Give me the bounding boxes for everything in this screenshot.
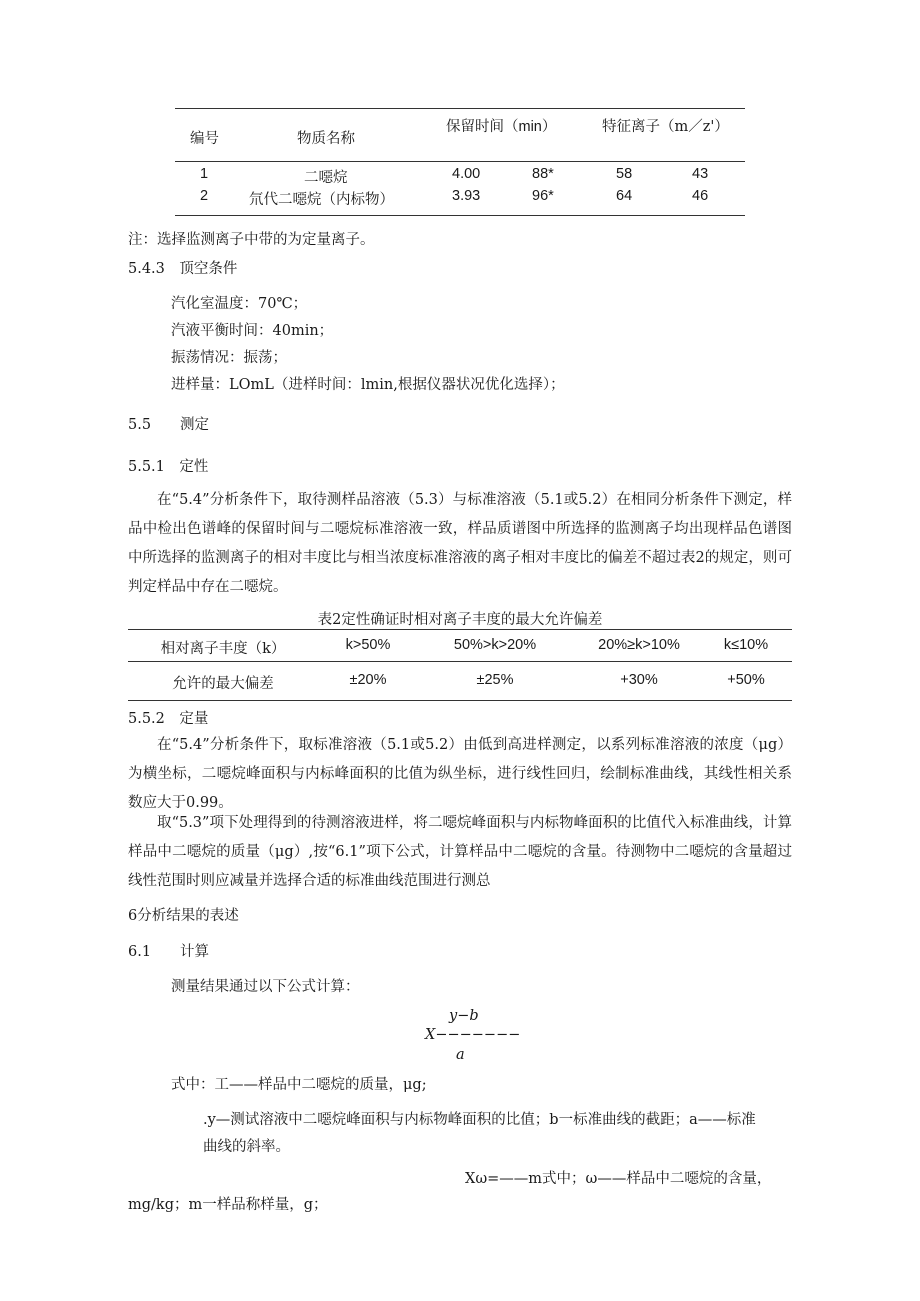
table2-cell: 50%>k>20%	[453, 637, 537, 653]
table1-cell-ion2: 64	[616, 188, 633, 204]
table2-mid-rule	[128, 661, 792, 662]
formula-lhs: X−−−−−−−	[425, 1027, 521, 1043]
s543-line-4: 进样量：LOmL（进样时间：lmin,根据仪器状况优化选择）；	[171, 377, 565, 393]
section-6-heading: 6分析结果的表述	[128, 908, 239, 924]
table1-cell-no: 1	[200, 166, 209, 182]
table1-cell-rt: 3.93	[452, 188, 481, 204]
section-5-5-2-heading: 5.5.2 定量	[128, 711, 209, 727]
table2-cell: +30%	[620, 672, 658, 688]
table1-cell-ion3: 43	[692, 166, 709, 182]
s551-paragraph: 在“5.4”分析条件下，取待测样品溶液（5.3）与标准溶液（5.1或5.2）在相同分析条件下测定，样品中检出色谱峰的保留时间与二噁烷标准溶液一致，样品质谱图中所选择的监测离子均出现样品色谱图中所选择的监测离子的相对丰度比与相当浓度标准溶液的离子相对丰度比的偏差不超过表2的规定，则可判定样品中存在二噁烷。	[128, 492, 792, 595]
table1-top-rule	[175, 108, 745, 109]
table2-cell: ±25%	[476, 672, 514, 688]
table2-top-rule	[128, 629, 792, 630]
s61-intro: 测量结果通过以下公式计算：	[171, 979, 360, 995]
table1-bottom-rule	[175, 215, 745, 216]
s552-paragraph-1: 在“5.4”分析条件下，取标准溶液（5.1或5.2）由低到高进样测定，以系列标准溶液的浓度（μg）为横坐标，二噁烷峰面积与内标峰面积的比值为纵坐标，进行线性回归，绘制标准曲线，其线性相关系数应大于0.99。	[128, 737, 792, 811]
section-5-5-1-heading: 5.5.1 定性	[128, 459, 209, 475]
table1-cell-name: 二噁烷	[304, 170, 348, 186]
table2-cell: 20%≥k>10%	[598, 637, 680, 653]
table1-cell-rt: 4.00	[452, 166, 481, 182]
table1-header-rt: 保留时间（min）	[446, 119, 557, 135]
s552-paragraph-2: 取“5.3”项下处理得到的待测溶液进样，将二噁烷峰面积与内标物峰面积的比值代入标准曲线，计算样品中二噁烷的质量（μg）,按“6.1”项下公式，计算样品中二噁烷的含量。待测物中二噁烷的含量超过线性范围时则应减量并选择合适的标准曲线范围进行测总	[128, 815, 792, 889]
table2-cell: ±20%	[349, 672, 387, 688]
table2-cell: 允许的最大偏差	[172, 676, 274, 692]
s543-line-1: 汽化室温度：70℃；	[171, 296, 308, 312]
s61-where-2a: .y—测试溶液中二噁烷峰面积与内标物峰面积的比值；b一标准曲线的截距；a——标准	[203, 1112, 756, 1128]
section-5-5-heading: 5.5 测定	[128, 417, 210, 433]
table2-cell: k≤10%	[723, 637, 769, 653]
table1-header-no: 编号	[190, 131, 219, 147]
table1-mid-rule	[175, 161, 745, 162]
s61-where-2b: 曲线的斜率。	[203, 1139, 290, 1155]
table2-caption: 表2定性确证时相对离子丰度的最大允许偏差	[317, 612, 603, 628]
section-5-4-3-heading: 5.4.3 顶空条件	[128, 261, 238, 277]
table1-cell-ion2: 58	[616, 166, 633, 182]
section-6-1-heading: 6.1 计算	[128, 944, 210, 960]
table1-cell-name: 氘代二噁烷（内标物）	[249, 192, 394, 208]
table1-header-name: 物质名称	[297, 131, 355, 147]
s543-line-3: 振荡情况：振荡；	[171, 350, 287, 366]
table1-cell-no: 2	[200, 188, 209, 204]
s61-where-1: 式中：工——样品中二噁烷的质量，μg;	[171, 1077, 427, 1093]
table1-cell-ion1: 88*	[532, 166, 554, 182]
table1-cell-ion1: 96*	[532, 188, 554, 204]
formula-denominator: a	[456, 1047, 465, 1063]
formula-numerator: y−b	[449, 1008, 479, 1024]
s61-where-3: Xω=——m式中；ω——样品中二噁烷的含量，	[465, 1171, 772, 1187]
table2-cell: k>50%	[345, 637, 391, 653]
table2-cell: +50%	[727, 672, 765, 688]
table1-header-ions: 特征离子（m／z'）	[602, 119, 729, 135]
table2-bottom-rule	[128, 700, 792, 701]
table1-cell-ion3: 46	[692, 188, 709, 204]
table1-note: 注：选择监测离子中带的为定量离子。	[128, 232, 375, 248]
s61-where-4: mg/kg；m一样品称样量，g；	[128, 1197, 328, 1213]
table2-cell: 相对离子丰度（k）	[160, 641, 286, 657]
s543-line-2: 汽液平衡时间：40min；	[171, 323, 334, 339]
